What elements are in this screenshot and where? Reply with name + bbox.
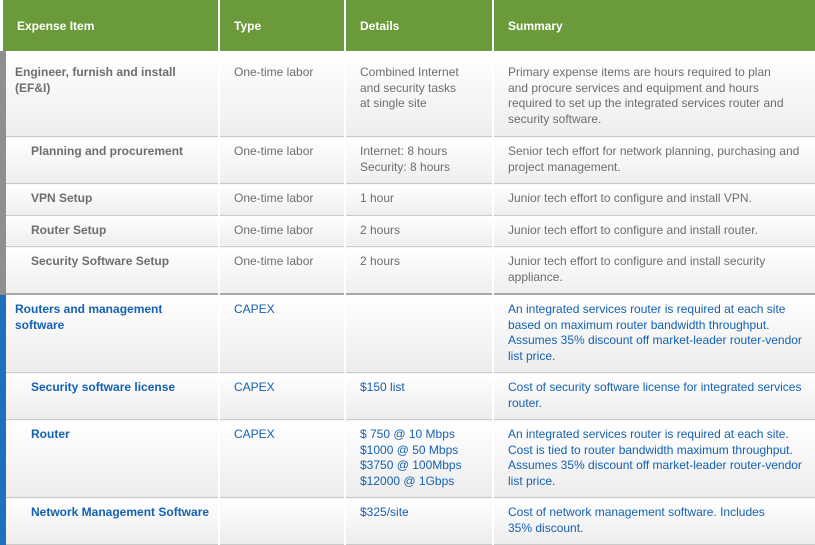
summary-cell [493, 294, 815, 373]
header-row [3, 0, 815, 51]
details-cell [345, 215, 493, 247]
details-cell [345, 137, 493, 184]
details-cell [345, 184, 493, 216]
details-line: $3750 @ 100Mbps [360, 458, 462, 472]
details-cell [345, 373, 493, 420]
summary-line: list price. [508, 348, 556, 363]
summary-line: Primary expense items are hours required to plan [508, 65, 771, 79]
type-cell: One-time labor [219, 137, 345, 184]
table-row [3, 137, 815, 184]
summary-line: Cost is tied to router bandwidth maximum throughput. [508, 442, 793, 457]
summary-line: Assumes 35% discount off market-leader router-vendor [508, 333, 802, 347]
summary-line: appliance. [508, 269, 563, 284]
expense-item-cell: VPN Setup [3, 184, 219, 216]
details-line: $150 list [360, 380, 405, 394]
summary-cell [493, 498, 815, 545]
summary-line: and procure services and equipment and hours [508, 80, 759, 95]
summary-line: list price. [508, 473, 556, 488]
summary-line: Junior tech effort to configure and install router. [508, 222, 758, 237]
table-row [3, 498, 815, 545]
expense-item-cell: Router [3, 420, 219, 498]
summary-line: security software. [508, 111, 602, 126]
summary-line: Junior tech effort to configure and install security [508, 254, 766, 268]
type-cell: CAPEX [219, 294, 345, 373]
details-line: $1000 @ 50 Mbps [360, 442, 459, 457]
summary-line: An integrated services router is required at each site. [508, 427, 789, 441]
expense-item-cell: Planning and procurement [3, 137, 219, 184]
details-line: and security tasks [360, 80, 457, 95]
type-cell: One-time labor [219, 247, 345, 295]
summary-cell [493, 420, 815, 498]
expense-item-cell: Engineer, furnish and install (EF&I) [3, 51, 219, 137]
expense-item-cell: Network Management Software [3, 498, 219, 545]
details-cell [345, 420, 493, 498]
header-type: Type [219, 0, 345, 51]
expense-item-cell: Security software license [3, 373, 219, 420]
summary-line: Junior tech effort to configure and install VPN. [508, 191, 752, 205]
summary-line: An integrated services router is required at each site [508, 302, 786, 316]
details-line: 1 hour [360, 191, 395, 205]
summary-line: based on maximum router bandwidth throughput. [508, 317, 770, 332]
table-row [3, 184, 815, 216]
type-cell [219, 498, 345, 545]
table-row [3, 247, 815, 295]
type-cell: One-time labor [219, 51, 345, 137]
summary-line: required to set up the integrated services router and [508, 96, 784, 110]
details-line: at single site [360, 96, 427, 110]
type-cell: One-time labor [219, 215, 345, 247]
details-line: $ 750 @ 10 Mbps [360, 427, 455, 441]
header-summary: Summary [493, 0, 815, 51]
summary-line: Senior tech effort for network planning, purchasing and [508, 144, 800, 158]
table-row [3, 215, 815, 247]
details-cell [345, 498, 493, 545]
summary-line: 35% discount. [508, 520, 584, 535]
type-cell: CAPEX [219, 373, 345, 420]
type-cell: One-time labor [219, 184, 345, 216]
summary-line: Cost of network management software. Includes [508, 505, 765, 519]
table-row [3, 51, 815, 137]
summary-cell [493, 373, 815, 420]
summary-cell [493, 215, 815, 247]
details-line: Combined Internet [360, 65, 459, 79]
expense-item-cell: Router Setup [3, 215, 219, 247]
summary-cell [493, 184, 815, 216]
summary-cell [493, 51, 815, 137]
details-line: 2 hours [360, 222, 401, 237]
summary-cell [493, 247, 815, 295]
table-row [3, 294, 815, 373]
summary-line: Assumes 35% discount off market-leader router-vendor [508, 458, 802, 472]
details-line: 2 hours [360, 254, 401, 268]
details-cell [345, 51, 493, 137]
table-row [3, 373, 815, 420]
expense-item-cell: Routers and management software [3, 294, 219, 373]
table-row [3, 420, 815, 498]
details-cell [345, 247, 493, 295]
details-line: $12000 @ 1Gbps [360, 473, 455, 488]
summary-line: project management. [508, 159, 621, 174]
details-line: Security: 8 hours [360, 159, 451, 174]
summary-line: Cost of security software license for integrated services router. [508, 380, 802, 410]
details-line: Internet: 8 hours [360, 144, 448, 158]
details-line: $325/site [360, 505, 409, 519]
type-cell: CAPEX [219, 420, 345, 498]
expense-item-cell: Security Software Setup [3, 247, 219, 295]
details-cell [345, 294, 493, 373]
header-details: Details [345, 0, 493, 51]
header-expense-item: Expense Item [3, 0, 219, 51]
summary-cell [493, 137, 815, 184]
